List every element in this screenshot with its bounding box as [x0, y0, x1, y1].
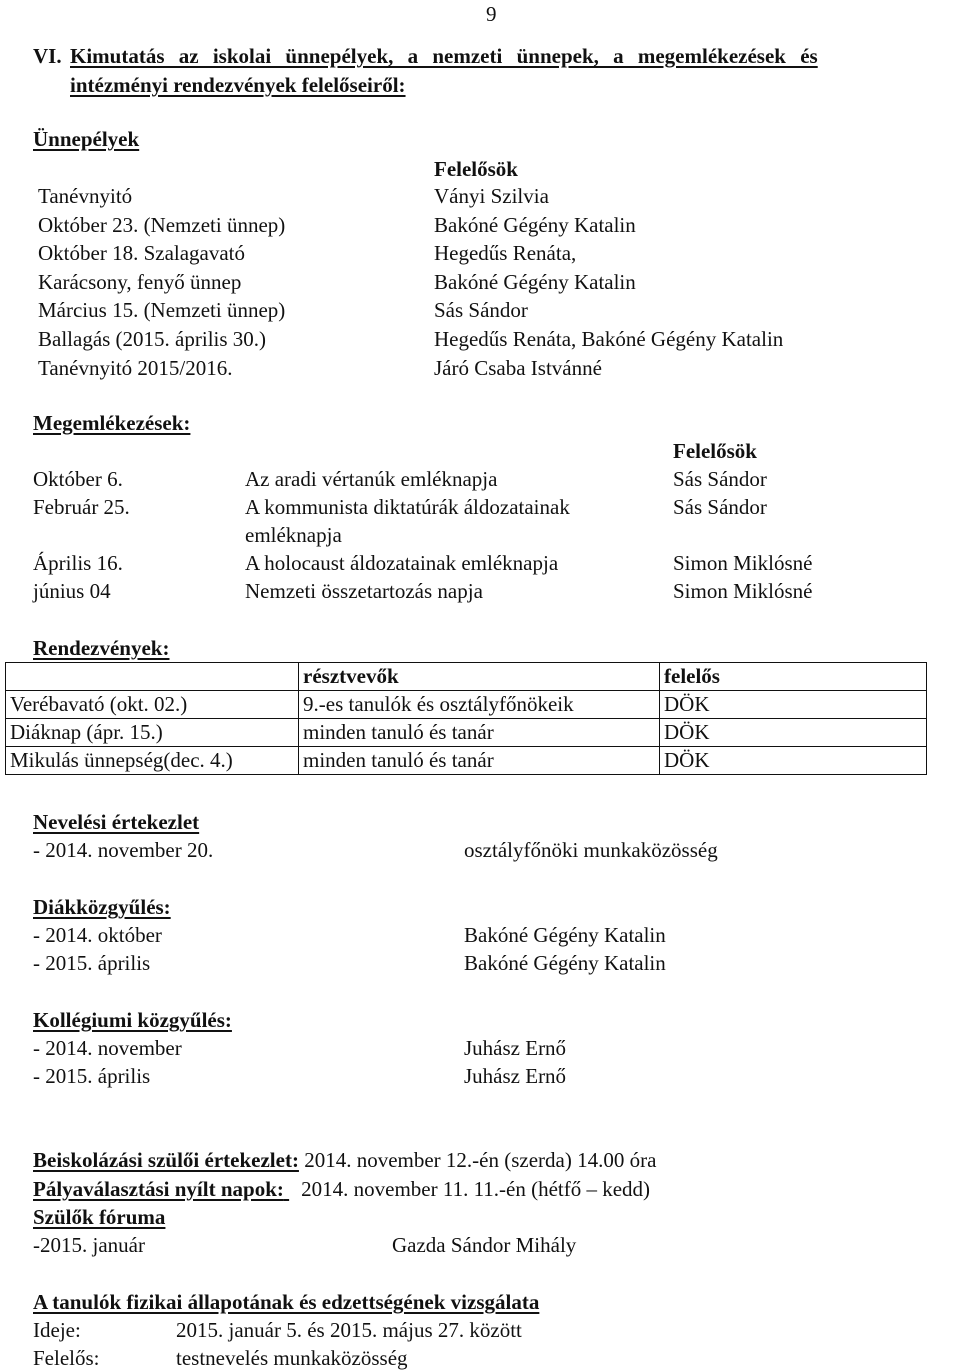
megemlekezesek-col-header: Felelősök	[673, 439, 757, 463]
unnepelyek-responsibles	[434, 182, 783, 382]
section-title-line1: Kimutatás az iskolai ünnepélyek, a nemzeti ünnepek, a megemlékezések és	[70, 44, 818, 68]
palyavalasztasi-underline-gap	[284, 1175, 296, 1203]
commemoration-desc: A kommunista diktatúrák áldozatainak	[245, 495, 570, 519]
szulok-foruma-heading: Szülők fóruma	[33, 1205, 166, 1229]
commemoration-responsible: Simon Miklósné	[673, 579, 813, 603]
commemoration-desc-cont: emléknapja	[245, 523, 342, 547]
event-responsible: Bakóné Gégény Katalin	[434, 212, 636, 237]
nevelesi-responsible: osztályfőnöki munkaközösség	[464, 838, 718, 862]
szulok-foruma-date: -2015. január	[33, 1233, 145, 1257]
fizikai-ideje-value: 2015. január 5. és 2015. május 27. között	[176, 1318, 522, 1342]
table-cell: DÖK	[660, 747, 927, 775]
event-responsible: Hegedűs Renáta,	[434, 241, 577, 266]
palyavalasztasi-value: 2014. november 11. 11.-én (hétfő – kedd)	[295, 1177, 651, 1201]
commemoration-responsible: Sás Sándor	[673, 467, 767, 491]
nevelesi-heading: Nevelési értekezlet	[33, 810, 200, 834]
event-name: Október 23. (Nemzeti ünnep)	[38, 212, 286, 237]
megemlekezesek-heading: Megemlékezések:	[33, 411, 191, 435]
fizikai-ideje-label: Ideje:	[33, 1318, 81, 1342]
table-cell: 9.-es tanulók és osztályfőnökeik	[299, 691, 660, 719]
table-header-cell: felelős	[660, 663, 927, 691]
palyavalasztasi-line	[33, 1175, 650, 1203]
section-title-line2: intézményi rendezvények felelőseiről:	[70, 73, 406, 97]
kollegiumi-date: - 2015. április	[33, 1064, 151, 1088]
commemoration-desc: A holocaust áldozatainak emléknapja	[245, 551, 559, 575]
rendezvenyek-table	[5, 662, 927, 775]
table-header-row	[6, 663, 927, 691]
commemoration-date: június 04	[33, 579, 111, 603]
kollegiumi-date: - 2014. november	[33, 1036, 182, 1060]
table-cell: DÖK	[660, 691, 927, 719]
diakkozgyules-responsible: Bakóné Gégény Katalin	[464, 951, 666, 975]
table-row	[6, 747, 927, 775]
event-responsible: Járó Csaba Istvánné	[434, 355, 602, 380]
table-header-cell: résztvevők	[299, 663, 660, 691]
unnepelyek-events	[38, 182, 285, 382]
beiskolazasi-line	[33, 1146, 656, 1174]
commemoration-date: Február 25.	[33, 495, 130, 519]
diakkozgyules-date: - 2015. április	[33, 951, 151, 975]
table-cell: Diáknap (ápr. 15.)	[6, 719, 299, 747]
commemoration-responsible: Sás Sándor	[673, 495, 767, 519]
diakkozgyules-heading: Diákközgyűlés:	[33, 895, 171, 919]
kollegiumi-responsible: Juhász Ernő	[464, 1064, 567, 1088]
nevelesi-date: - 2014. november 20.	[33, 838, 214, 862]
table-cell: minden tanuló és tanár	[299, 719, 660, 747]
palyavalasztasi-label: Pályaválasztási nyílt napok:	[33, 1177, 284, 1201]
beiskolazasi-label: Beiskolázási szülői értekezlet:	[33, 1148, 299, 1172]
event-name: Tanévnyitó 2015/2016.	[38, 355, 233, 380]
commemoration-desc: Az aradi vértanúk emléknapja	[245, 467, 498, 491]
table-cell: minden tanuló és tanár	[299, 747, 660, 775]
commemoration-date: Október 6.	[33, 467, 123, 491]
table-row	[6, 691, 927, 719]
table-cell: DÖK	[660, 719, 927, 747]
event-responsible: Hegedűs Renáta, Bakóné Gégény Katalin	[434, 326, 784, 351]
commemoration-responsible: Simon Miklósné	[673, 551, 813, 575]
event-responsible: Bakóné Gégény Katalin	[434, 269, 636, 294]
kollegiumi-heading: Kollégiumi közgyűlés:	[33, 1008, 232, 1032]
szulok-foruma-responsible: Gazda Sándor Mihály	[392, 1233, 577, 1257]
event-name: Karácsony, fenyő ünnep	[38, 269, 242, 294]
event-name: Ballagás (2015. április 30.)	[38, 326, 267, 351]
rendezvenyek-heading: Rendezvények:	[33, 636, 170, 660]
unnepelyek-heading: Ünnepélyek	[33, 127, 140, 151]
event-responsible: Ványi Szilvia	[434, 184, 549, 208]
commemoration-desc: Nemzeti összetartozás napja	[245, 579, 483, 603]
table-cell: Verébavató (okt. 02.)	[6, 691, 299, 719]
unnepelyek-col-header: Felelősök	[434, 157, 518, 181]
diakkozgyules-responsible: Bakóné Gégény Katalin	[464, 923, 666, 947]
diakkozgyules-date: - 2014. október	[33, 923, 162, 947]
beiskolazasi-value: 2014. november 12.-én (szerda) 14.00 óra	[298, 1148, 657, 1172]
event-responsible: Sás Sándor	[434, 298, 528, 323]
fizikai-felelos-value: testnevelés munkaközösség	[176, 1346, 408, 1370]
table-row	[6, 719, 927, 747]
table-cell: Mikulás ünnepség(dec. 4.)	[6, 747, 299, 775]
table-header-cell	[6, 663, 299, 691]
page-number: 9	[486, 2, 497, 26]
fizikai-felelos-label: Felelős:	[33, 1346, 100, 1370]
event-name: Október 18. Szalagavató	[38, 241, 246, 266]
commemoration-date: Április 16.	[33, 551, 123, 575]
fizikai-heading: A tanulók fizikai állapotának és edzettségének vizsgálata	[33, 1290, 540, 1314]
event-name: Március 15. (Nemzeti ünnep)	[38, 298, 286, 323]
section-number: VI.	[33, 44, 62, 68]
event-name: Tanévnyitó	[38, 184, 133, 208]
kollegiumi-responsible: Juhász Ernő	[464, 1036, 567, 1060]
